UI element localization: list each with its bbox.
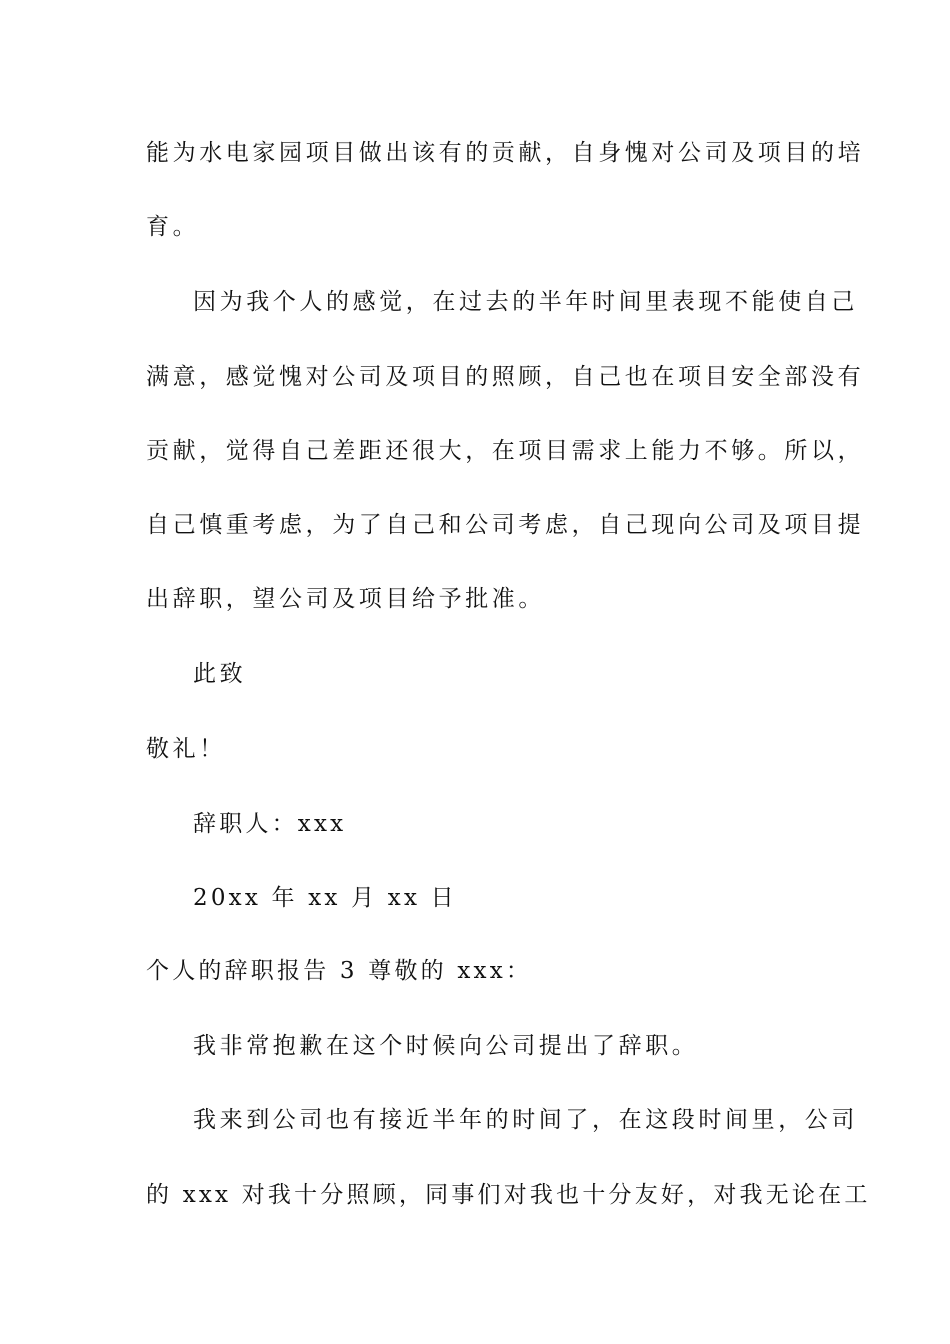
body-line: 我非常抱歉在这个时候向公司提出了辞职。 [193, 1033, 699, 1059]
body-line: 的 xxx 对我十分照顾，同事们对我也十分友好，对我无论在工 [146, 1182, 871, 1208]
signature-line: 辞职人：xxx [193, 811, 347, 837]
body-line: 满意，感觉愧对公司及项目的照顾，自己也在项目安全部没有 [146, 364, 865, 390]
body-line: 我来到公司也有接近半年的时间了，在这段时间里，公司 [193, 1107, 858, 1133]
body-line: 自己慎重考虑，为了自己和公司考虑，自己现向公司及项目提 [146, 512, 865, 538]
body-line: 贡献，觉得自己差距还很大，在项目需求上能力不够。所以， [146, 438, 865, 464]
body-line: 育。 [146, 214, 200, 240]
body-line: 因为我个人的感觉，在过去的半年时间里表现不能使自己 [193, 289, 858, 315]
closing-salutation: 此致 [193, 661, 247, 687]
section-heading: 个人的辞职报告 3 尊敬的 xxx： [146, 958, 533, 984]
body-line: 能为水电家园项目做出该有的贡献，自身愧对公司及项目的培 [146, 140, 865, 166]
body-line: 出辞职，望公司及项目给予批准。 [146, 586, 545, 612]
closing-regards: 敬礼！ [146, 736, 226, 762]
date-line: 20xx 年 xx 月 xx 日 [193, 885, 457, 911]
